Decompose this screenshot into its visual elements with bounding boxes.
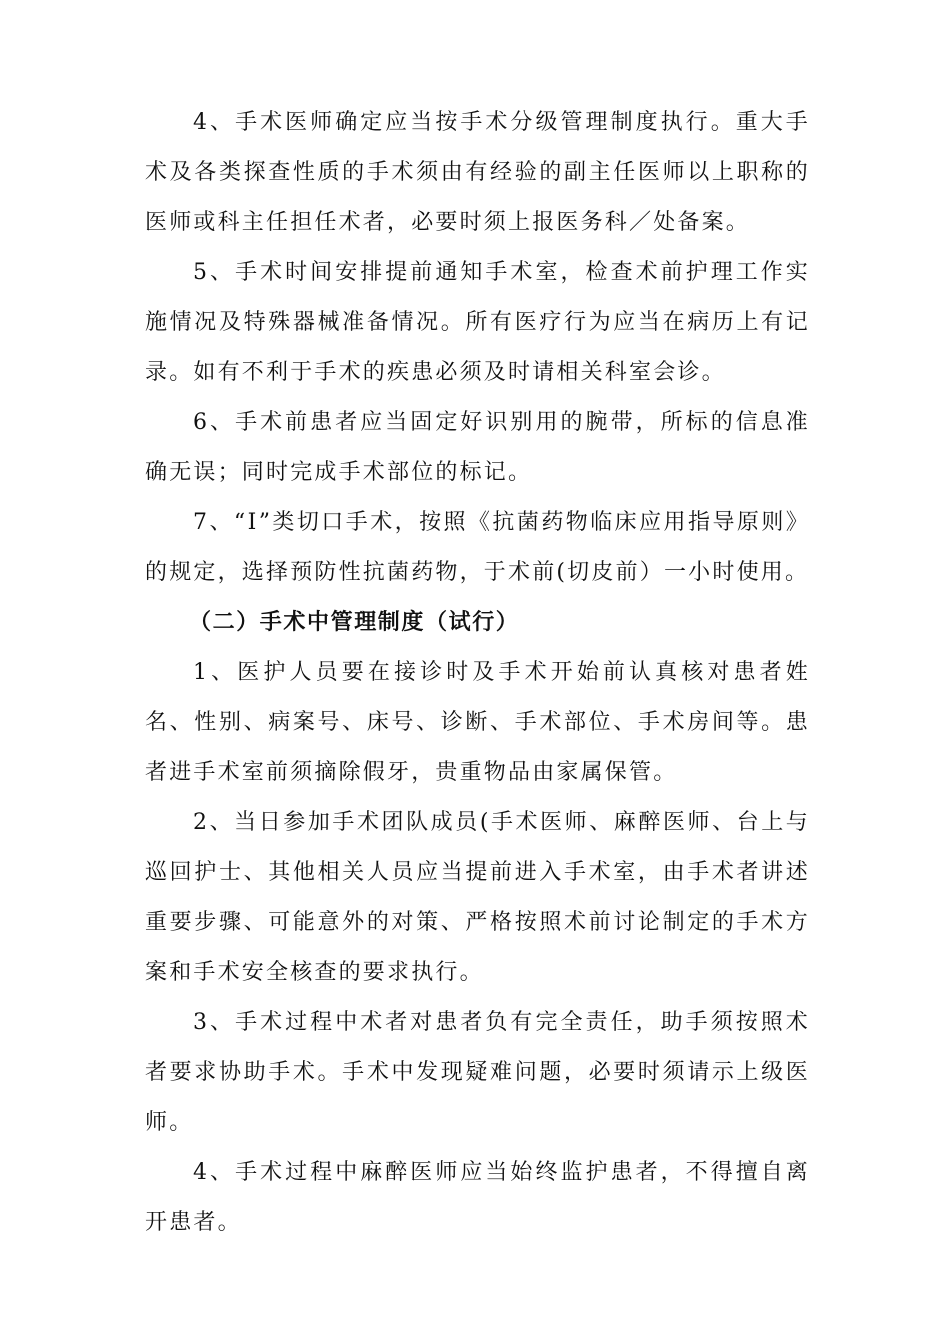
paragraph-item-6-wristband: 6、手术前患者应当固定好识别用的腕带，所标的信息准确无误；同时完成手术部位的标记。 — [145, 410, 810, 485]
paragraph-item-5-scheduling: 5、手术时间安排提前通知手术室，检查术前护理工作实施情况及特殊器械准备情况。所有医疗行为应当在病历上有记录。如有不利于手术的疾患必须及时请相关科室会诊。 — [145, 260, 810, 385]
paragraph-item-1-verification: 1、医护人员要在接诊时及手术开始前认真核对患者姓名、性别、病案号、床号、诊断、手术部位、手术房间等。患者进手术室前须摘除假牙，贵重物品由家属保管。 — [145, 660, 810, 785]
paragraph-item-7-antibiotics: 7、“Ⅰ”类切口手术，按照《抗菌药物临床应用指导原则》的规定，选择预防性抗菌药物，于术前(切皮前）一小时使用。 — [145, 510, 810, 585]
document-body — [145, 98, 810, 1248]
paragraph-item-3-responsibility: 3、手术过程中术者对患者负有完全责任，助手须按照术者要求协助手术。手术中发现疑难问题，必要时须请示上级医师。 — [145, 1010, 810, 1135]
paragraph-item-4-surgeon-grading: 4、手术医师确定应当按手术分级管理制度执行。重大手术及各类探查性质的手术须由有经验的副主任医师以上职称的医师或科主任担任术者，必要时须上报医务科／处备案。 — [145, 110, 810, 235]
paragraph-item-2-team: 2、当日参加手术团队成员(手术医师、麻醉医师、台上与巡回护士、其他相关人员应当提前进入手术室，由手术者讲述重要步骤、可能意外的对策、严格按照术前讨论制定的手术方案和手术安全核查的要求执行。 — [145, 810, 810, 985]
section-heading: （二）手术中管理制度（试行） — [189, 610, 520, 635]
paragraph-item-4-anesthesia: 4、手术过程中麻醉医师应当始终监护患者，不得擅自离开患者。 — [145, 1160, 810, 1235]
